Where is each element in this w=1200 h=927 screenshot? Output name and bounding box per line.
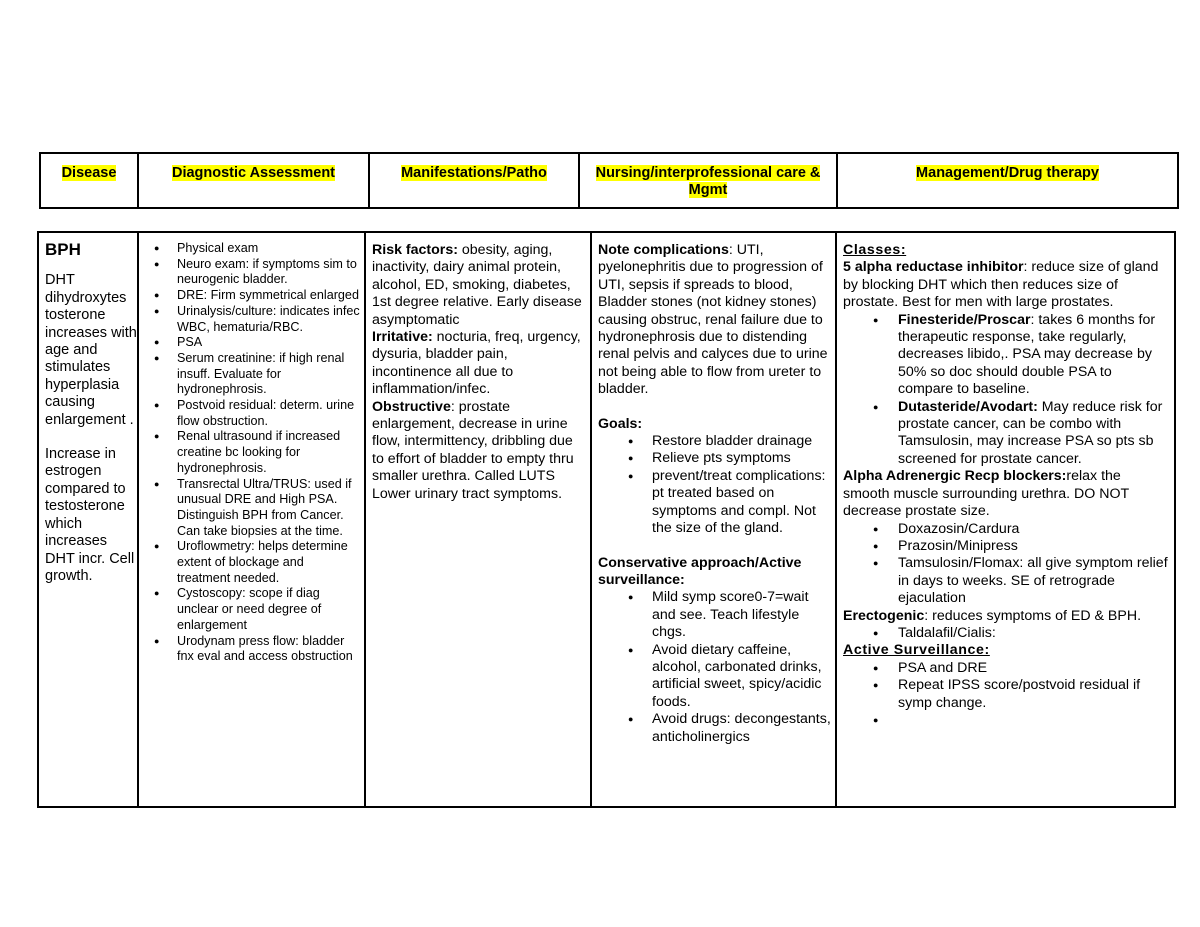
list-item: ● PSA [147, 335, 360, 351]
five-alpha-list [843, 312, 1170, 469]
irritative-text: nocturia, freq, urgency, dysuria, bladder pain, incontinence all due to inflammation/infec. [372, 329, 581, 398]
classes-label: Classes: [843, 242, 907, 258]
list-item: ● Neuro exam: if symptoms sim to neurogenic bladder. [147, 257, 360, 288]
list-item: ● DRE: Firm symmetrical enlarged [147, 288, 360, 304]
complications-label: Note complications [598, 242, 729, 258]
diagnostic-cell [139, 233, 366, 806]
goals-label: Goals: [598, 415, 643, 432]
list-item: ● Avoid drugs: decongestants, anticholinergics [598, 711, 831, 746]
header-management-cell [838, 154, 1177, 207]
obstructive-paragraph [372, 399, 586, 503]
list-item: ● Urinalysis/culture: indicates infec WBC, hematuria/RBC. [147, 304, 360, 335]
header-manifestations-cell [370, 154, 580, 207]
list-item: ● Renal ultrasound if increased creatine bc looking for hydronephrosis. [147, 429, 360, 476]
irritative-paragraph [372, 329, 586, 399]
list-item: ● Cystoscopy: scope if diag unclear or need degree of enlargement [147, 586, 360, 633]
list-item: ● Repeat IPSS score/postvoid residual if symp change. [843, 677, 1170, 712]
list-item [843, 712, 1170, 729]
header-disease: Disease [61, 165, 117, 181]
header-diagnostic-cell [139, 154, 370, 207]
list-item: ● Relieve pts symptoms [598, 450, 831, 467]
dutasteride-text: May reduce risk for prostate cancer, can be combo with Tamsulosin, may increase PSA so pts sb screened for prostate cancer. [898, 398, 1163, 467]
goals-list [598, 433, 831, 537]
alpha-blockers-text: relax the smooth muscle surrounding urethra. DO NOT decrease prostate size. [843, 468, 1129, 520]
dutasteride-label: Dutasteride/Avodart: [898, 398, 1038, 415]
list-item: ● Postvoid residual: determ. urine flow obstruction. [147, 398, 360, 429]
complications-paragraph [598, 242, 831, 399]
list-item [843, 312, 1170, 399]
risk-factors-label: Risk factors: [372, 242, 458, 258]
spacer [598, 538, 831, 555]
nursing-cell [592, 233, 837, 806]
header-management: Management/Drug therapy [916, 165, 1099, 181]
five-alpha-label: 5 alpha reductase inhibitor [843, 259, 1024, 276]
five-alpha-text: : reduce size of gland by blocking DHT which then reduces size of prostate. Best for men with large prostates. [843, 259, 1159, 311]
list-item: ● Prazosin/Minipress [843, 538, 1170, 555]
risk-factors-text: obesity, aging, inactivity, dairy animal protein, alcohol, ED, smoking, diabetes, 1st degree relative. Early disease asymptomatic [372, 242, 582, 328]
list-item: ● Mild symp score0-7=wait and see. Teach lifestyle chgs. [598, 589, 831, 641]
list-item [843, 399, 1170, 469]
spacer [598, 399, 831, 416]
alpha-blockers-label: Alpha Adrenergic Recp blockers: [843, 468, 1067, 485]
active-surveillance-list [843, 660, 1170, 729]
finasteride-text: : takes 6 months for therapeutic response, take regularly, decreases libido,. PSA may decrease by 50% so doc should double PSA to compare to baseline. [898, 311, 1156, 398]
list-item: ● Taldalafil/Cialis: [843, 625, 1170, 642]
conservative-list [598, 589, 831, 746]
list-item: ● Doxazosin/Cardura [843, 521, 1170, 538]
risk-factors-paragraph [372, 242, 586, 329]
spacer [45, 429, 137, 446]
list-item: ● Transrectal Ultra/TRUS: used if unusual DRE and High PSA. Distinguish BPH from Cancer. Can take biopsies at the time. [147, 477, 360, 540]
erectogenic-text: : reduces symptoms of ED & BPH. [924, 607, 1142, 624]
five-alpha-paragraph [843, 259, 1170, 311]
erectogenic-paragraph [843, 608, 1170, 625]
alpha-blockers-paragraph [843, 468, 1170, 520]
header-manifestations: Manifestations/Patho [401, 165, 547, 181]
conservative-label: Conservative approach/Active surveillance: [598, 554, 802, 588]
irritative-label: Irritative: [372, 329, 433, 346]
disease-para-1: DHT dihydroxytes tosterone increases with age and stimulates hyperplasia causing enlargement . [45, 272, 137, 428]
list-item: ● Restore bladder drainage [598, 433, 831, 450]
manifestations-cell [366, 233, 592, 806]
erectogenic-list [843, 625, 1170, 642]
complications-text: : UTI, pyelonephritis due to progression of UTI, sepsis if spreads to blood, Bladder stones (not kidney stones) causing obstruc, renal failure due to hydronephrosis due to distending renal pelvis and calyces due to urine not being able to flow from ureter to bladder. [598, 242, 828, 398]
finasteride-label: Finesteride/Proscar [898, 311, 1031, 328]
disease-para-2: Increase in estrogen compared to testosterone which increases DHT incr. Cell growth. [45, 446, 135, 584]
list-item: ● Uroflowmetry: helps determine extent of blockage and treatment needed. [147, 539, 360, 586]
header-nursing-cell [580, 154, 838, 207]
content-table [37, 231, 1176, 808]
disease-cell [39, 233, 139, 806]
header-diagnostic: Diagnostic Assessment [171, 165, 336, 181]
list-item: ● Urodynam press flow: bladder fnx eval and access obstruction [147, 634, 360, 665]
header-disease-cell [41, 154, 139, 207]
list-item: ● PSA and DRE [843, 660, 1170, 677]
alpha-blockers-list [843, 521, 1170, 608]
header-nursing: Nursing/interprofessional care & Mgmt [595, 165, 821, 198]
list-item: ● Serum creatinine: if high renal insuff. Evaluate for hydronephrosis. [147, 351, 360, 398]
list-item: ● prevent/treat complications: pt treated based on symptoms and compl. Not the size of the gland. [598, 468, 831, 538]
obstructive-label: Obstructive [372, 398, 451, 415]
list-item: ● Tamsulosin/Flomax: all give symptom relief in days to weeks. SE of retrograde ejaculation [843, 555, 1170, 607]
list-item: ● Physical exam [147, 241, 360, 257]
diagnostic-list [147, 241, 360, 665]
obstructive-text: : prostate enlargement, decrease in urine flow, intermittency, dribbling due to effort of bladder to empty thru smaller urethra. Called LUTS Lower urinary tract symptoms. [372, 398, 574, 502]
active-surveillance-label: Active Surveillance: [843, 642, 990, 659]
header-table [39, 152, 1179, 209]
disease-title: BPH [45, 240, 81, 259]
management-cell [837, 233, 1174, 806]
erectogenic-label: Erectogenic [843, 607, 925, 624]
list-item: ● Avoid dietary caffeine, alcohol, carbonated drinks, artificial sweet, spicy/acidic foods. [598, 642, 831, 712]
